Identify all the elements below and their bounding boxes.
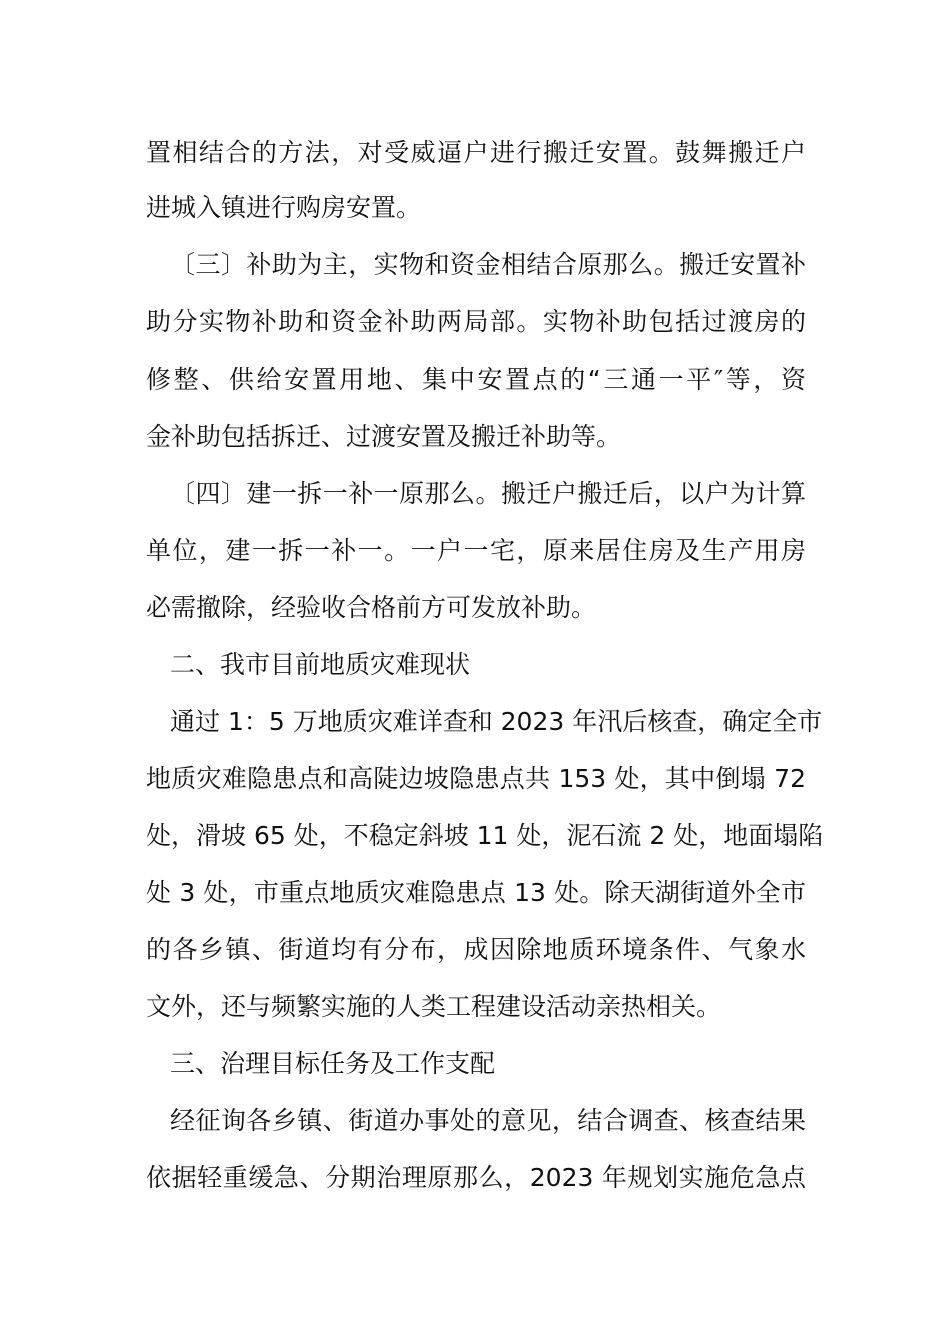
text-line: 的各乡镇、街道均有分布，成因除地质环境条件、气象水 [146,935,806,964]
section-heading: 三、治理目标任务及工作支配 [170,1049,496,1078]
text-line: 地质灾难隐患点和高陡边坡隐患点共 153 处，其中倒塌 72 [146,764,806,793]
text-line: 处，滑坡 65 处，不稳定斜坡 11 处，泥石流 2 处，地面塌陷 [146,821,824,850]
text-line: 进城入镇进行购房安置。 [146,193,422,222]
text-line: 文外，还与频繁实施的人类工程建设活动亲热相关。 [146,992,722,1021]
paragraph-start-line: 〔四〕建一拆一补一原那么。搬迁户搬迁后，以户为计算 [170,479,806,508]
text-line: 单位，建一拆一补一。一户一宅，原来居住房及生产用房 [146,536,806,565]
text-line: 处 3 处，市重点地质灾难隐患点 13 处。除天湖街道外全市 [146,878,806,907]
paragraph-start-line: 〔三〕补助为主，实物和资金相结合原那么。搬迁安置补 [170,250,806,279]
section-heading: 二、我市目前地质灾难现状 [170,650,471,679]
text-line: 必需撤除，经验收合格前方可发放补助。 [146,593,597,622]
text-line: 金补助包括拆迁、过渡安置及搬迁补助等。 [146,422,622,451]
text-line: 助分实物补助和资金补助两局部。实物补助包括过渡房的 [146,307,806,336]
text-line: 置相结合的方法，对受威逼户进行搬迁安置。鼓舞搬迁户 [146,138,806,167]
text-line: 修整、供给安置用地、集中安置点的“三通一平″等，资 [146,365,806,394]
paragraph-start-line: 经征询各乡镇、街道办事处的意见，结合调查、核查结果 [170,1106,806,1135]
text-line: 依据轻重缓急、分期治理原那么，2023 年规划实施危急点 [146,1163,806,1192]
paragraph-start-line: 通过 1：5 万地质灾难详查和 2023 年汛后核查，确定全市 [170,707,823,736]
